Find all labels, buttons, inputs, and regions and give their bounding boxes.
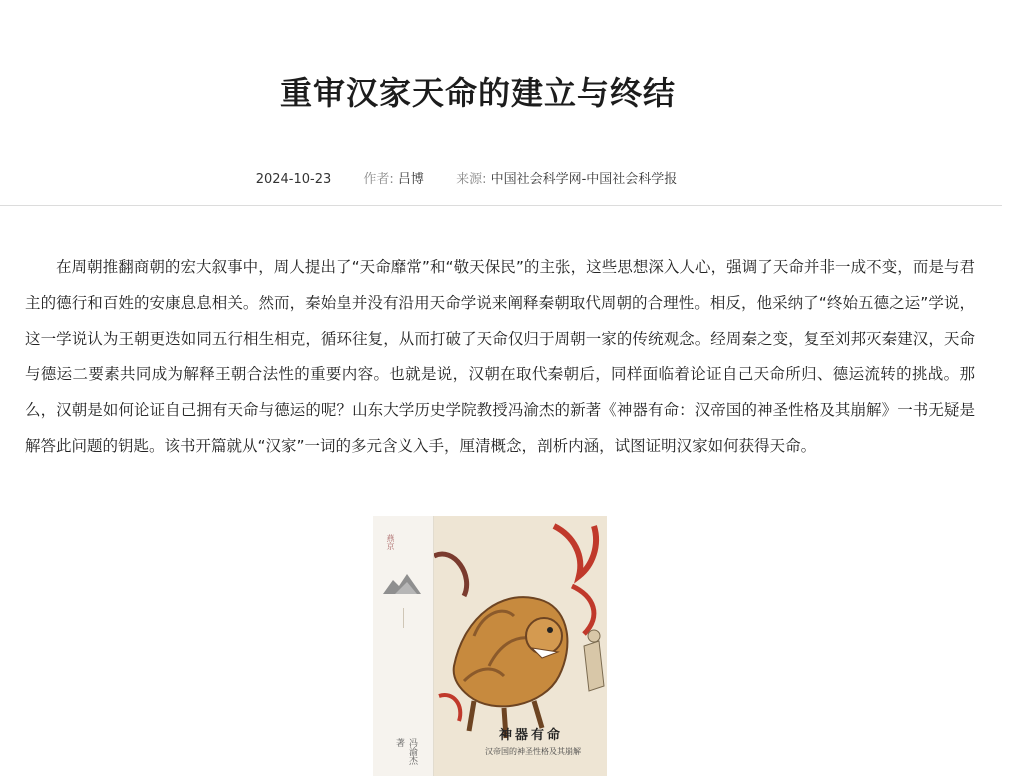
publish-date: 2024-10-23 (255, 172, 332, 187)
cover-author: 冯渝杰 著 (394, 738, 417, 765)
book-spine (373, 516, 434, 776)
article-paragraph: 在周朝推翻商朝的宏大叙事中，周人提出了“天命靡常”和“敬天保民”的主张，这些思想深入人心，强调了天命并非一成不变，而是与君主的德行和百姓的安康息息相关。然而，秦始皇并没有沿用天命学说来阐释秦朝取代周朝的合理性。相反，他采纳了“终始五德之运”学说，这一学说认为王朝更迭如同五行相生相克，循环往复，从而打破了天命仅归于周朝一家的传统观念。经周秦之变，复至刘邦灭秦建汉，天命与德运二要素共同成为解释王朝合法性的重要内容。也就是说，汉朝在取代秦朝后，同样面临着论证自己天命所归、德运流转的挑战。那么，汉朝是如何论证自己拥有天命与德运的呢？山东大学历史学院教授冯渝杰的新著《神器有命：汉帝国的神圣性格及其崩解》一书无疑是解答此问题的钥匙。该书开篇就从“汉家”一词的多元含义入手，厘清概念，剖析内涵，试图证明汉家如何获得天命。 (25, 258, 975, 455)
book-cover-image (373, 516, 607, 776)
author-name: 吕博 (397, 172, 424, 187)
cover-subtitle: 汉帝国的神圣性格及其崩解 (485, 747, 581, 756)
spine-separator (403, 608, 404, 628)
cover-title: 神器有命 (499, 728, 564, 743)
article-meta (0, 168, 933, 187)
mountain-icon (381, 568, 423, 598)
article-title: 重审汉家天命的建立与终结 (279, 74, 676, 112)
source-name: 中国社会科学网-中国社会科学报 (490, 172, 678, 187)
source-label: 来源: (456, 172, 487, 187)
spine-mark: 燕京 (386, 534, 395, 550)
header-divider (0, 205, 1002, 206)
author-label: 作者: (363, 172, 394, 187)
